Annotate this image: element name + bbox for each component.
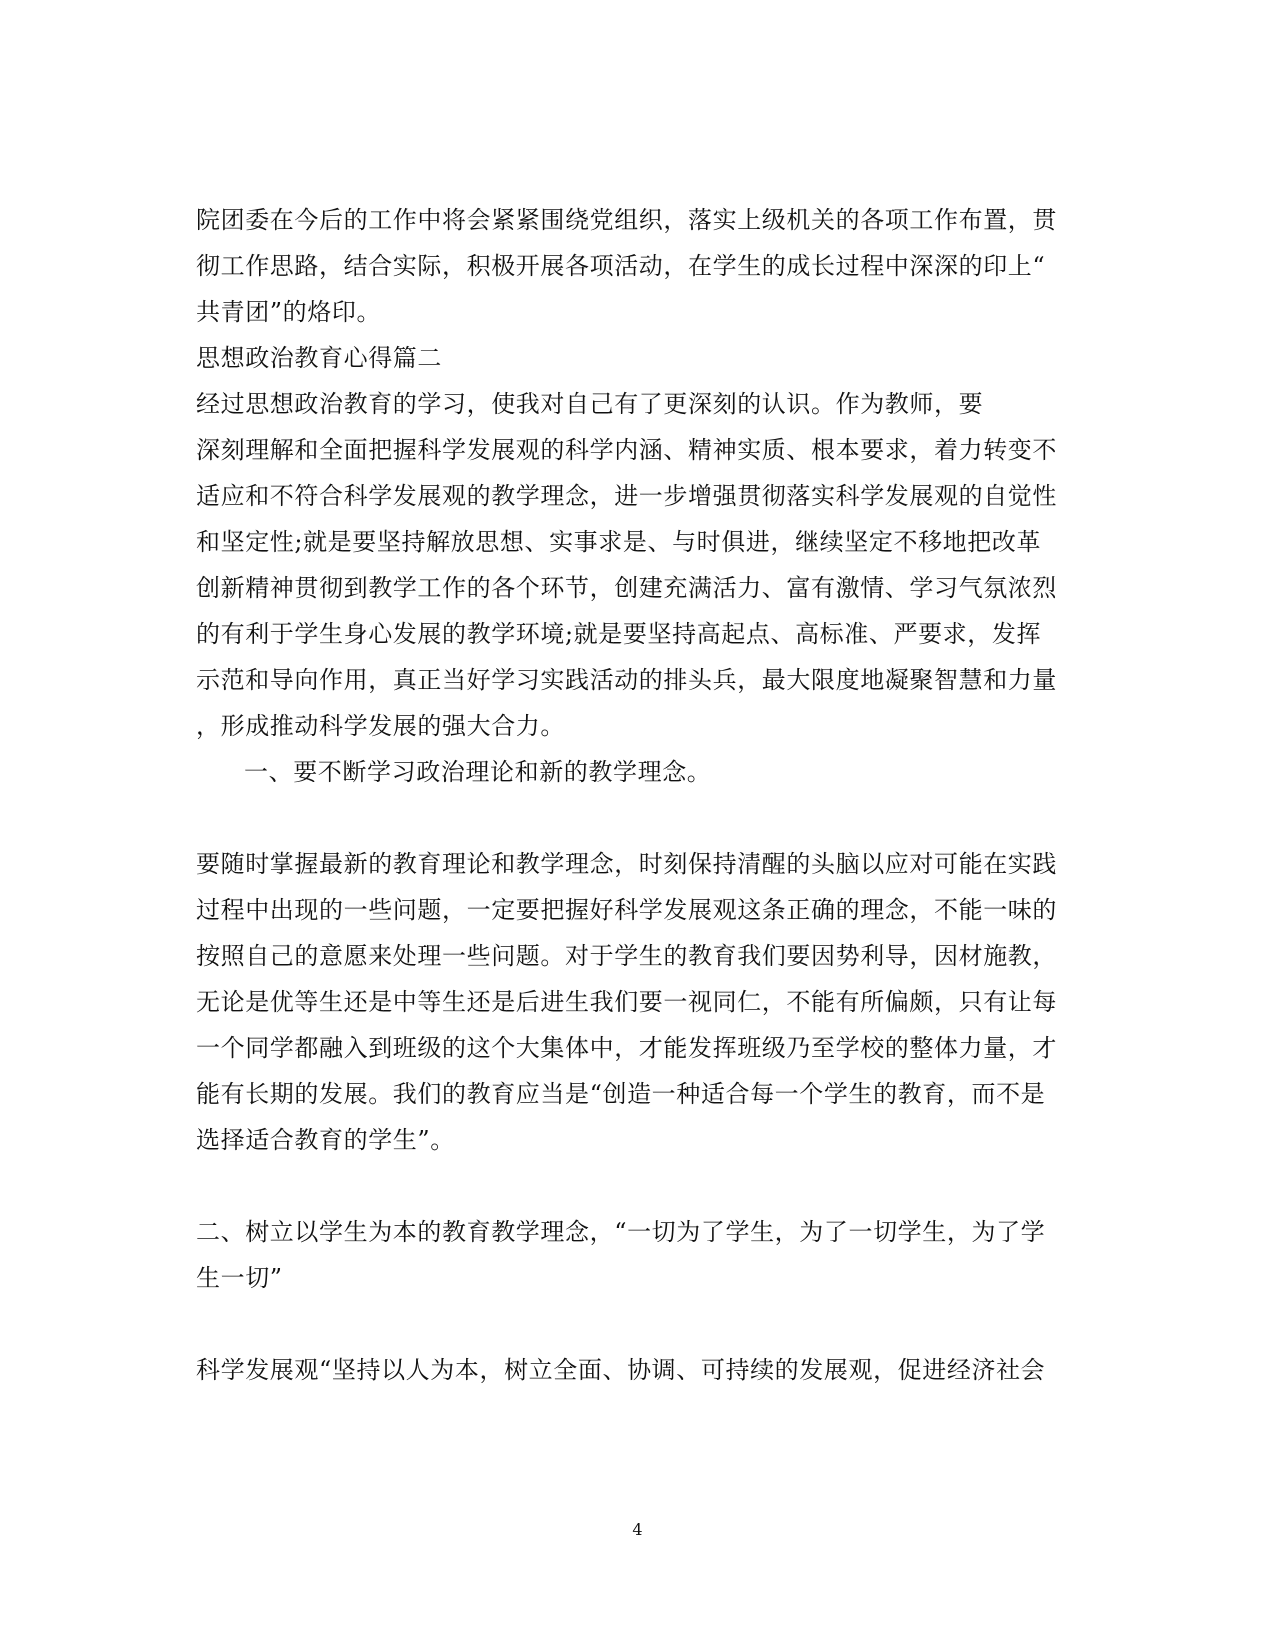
text-line: 能有长期的发展。我们的教育应当是“创造一种适合每一个学生的教育，而不是 <box>196 1080 1046 1108</box>
text-line: 无论是优等生还是中等生还是后进生我们要一视同仁，不能有所偏颇，只有让每 <box>196 988 1057 1016</box>
text-line: 适应和不符合科学发展观的教学理念，进一步增强贯彻落实科学发展观的自觉性 <box>196 482 1057 510</box>
text-line: 要随时掌握最新的教育理论和教学理念，时刻保持清醒的头脑以应对可能在实践 <box>196 850 1057 878</box>
text-line: 经过思想政治教育的学习，使我对自己有了更深刻的认识。作为教师，要 <box>196 390 984 418</box>
text-line: 深刻理解和全面把握科学发展观的科学内涵、精神实质、根本要求，着力转变不 <box>196 436 1057 464</box>
text-line: 生一切” <box>196 1264 283 1292</box>
subheading: 一、要不断学习政治理论和新的教学理念。 <box>244 758 712 786</box>
text-line: 选择适合教育的学生”。 <box>196 1126 455 1154</box>
text-line: 院团委在今后的工作中将会紧紧围绕党组织，落实上级机关的各项工作布置，贯 <box>196 206 1057 234</box>
text-line: 按照自己的意愿来处理一些问题。对于学生的教育我们要因势利导，因材施教， <box>196 942 1057 970</box>
text-line: 创新精神贯彻到教学工作的各个环节，创建充满活力、富有激情、学习气氛浓烈 <box>196 574 1057 602</box>
section-heading: 思想政治教育心得篇二 <box>196 344 442 372</box>
text-line: 和坚定性;就是要坚持解放思想、实事求是、与时俱进，继续坚定不移地把改革 <box>196 528 1042 556</box>
text-line: 的有利于学生身心发展的教学环境;就是要坚持高起点、高标准、严要求，发挥 <box>196 620 1042 648</box>
page-number: 4 <box>632 1520 643 1539</box>
text-line: 一个同学都融入到班级的这个大集体中，才能发挥班级乃至学校的整体力量，才 <box>196 1034 1057 1062</box>
text-line: 示范和导向作用，真正当好学习实践活动的排头兵，最大限度地凝聚智慧和力量 <box>196 666 1057 694</box>
text-line: 科学发展观“坚持以人为本，树立全面、协调、可持续的发展观，促进经济社会 <box>196 1356 1046 1384</box>
text-line: 过程中出现的一些问题，一定要把握好科学发展观这条正确的理念，不能一味的 <box>196 896 1057 924</box>
text-line: ，形成推动科学发展的强大合力。 <box>196 712 565 740</box>
subheading: 二、树立以学生为本的教育教学理念，“一切为了学生，为了一切学生，为了学 <box>196 1218 1046 1246</box>
text-line: 彻工作思路，结合实际，积极开展各项活动，在学生的成长过程中深深的印上“ <box>196 252 1046 280</box>
text-line: 共青团”的烙印。 <box>196 298 382 326</box>
